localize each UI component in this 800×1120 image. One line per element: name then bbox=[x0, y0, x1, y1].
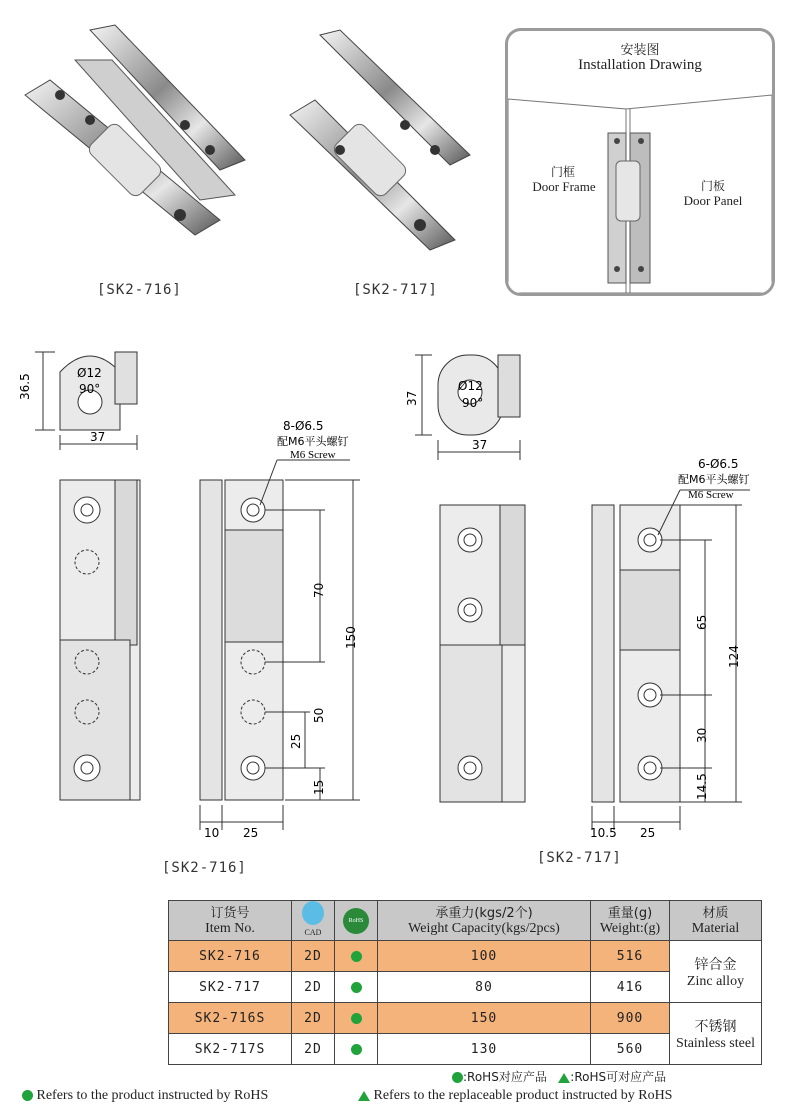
dim-width-top-717: 37 bbox=[472, 438, 488, 452]
item-cell: SK2-716S bbox=[169, 1003, 292, 1034]
spec-table bbox=[168, 900, 762, 1065]
product-photo-sk2-716 bbox=[20, 20, 260, 260]
cad-cell: 2D bbox=[292, 972, 335, 1003]
table-row bbox=[169, 1003, 762, 1034]
weight-cell: 900 bbox=[591, 1003, 670, 1034]
dim-height-top-716: 36.5 bbox=[18, 373, 32, 400]
dim-25-716: 25 bbox=[243, 826, 259, 840]
dim-70-716: 70 bbox=[312, 582, 326, 598]
drawing-caption-sk2-716: [SK2-716] bbox=[162, 860, 247, 876]
dim-angle-717: 90° bbox=[462, 396, 484, 410]
door-frame-label-en: Door Frame bbox=[532, 179, 596, 194]
product-photo-sk2-717 bbox=[280, 25, 480, 255]
legend-rohs-line bbox=[22, 1088, 268, 1104]
header-weight-capacity: 承重力(kgs/2个) Weight Capacity(kgs/2pcs) bbox=[378, 901, 591, 941]
holes-spec-717: 6-Ø6.5 bbox=[698, 457, 739, 471]
dim-65-717: 65 bbox=[695, 614, 709, 630]
dim-124-717: 124 bbox=[727, 645, 741, 668]
door-panel-label-cn: 门板 bbox=[700, 179, 725, 193]
cad-cell: 2D bbox=[292, 1034, 335, 1065]
installation-title-cn: 安装图 bbox=[620, 43, 660, 58]
technical-drawing-sk2-717 bbox=[400, 340, 780, 850]
rohs-dot-icon bbox=[351, 1044, 362, 1055]
rohs-dot-icon bbox=[351, 1013, 362, 1024]
rohs-cell bbox=[335, 972, 378, 1003]
rohs-dot-icon bbox=[452, 1072, 463, 1083]
header-cad: CAD bbox=[292, 901, 335, 941]
rohs-dot-icon bbox=[22, 1090, 33, 1101]
dim-height-top-717: 37 bbox=[405, 390, 419, 406]
photo-caption-sk2-717: [SK2-717] bbox=[353, 282, 438, 298]
drawing-caption-sk2-717: [SK2-717] bbox=[537, 850, 622, 866]
weight-cell: 416 bbox=[591, 972, 670, 1003]
dim-14-5-717: 14.5 bbox=[695, 773, 709, 800]
rohs-cell bbox=[335, 941, 378, 972]
weight-cell: 516 bbox=[591, 941, 670, 972]
rohs-dot-icon bbox=[351, 982, 362, 993]
cad-cell: 2D bbox=[292, 1003, 335, 1034]
screw-en-716: M6 Screw bbox=[290, 449, 336, 461]
screw-en-717: M6 Screw bbox=[688, 489, 734, 501]
photo-caption-sk2-716: [SK2-716] bbox=[97, 282, 182, 298]
dim-width-top-716: 37 bbox=[90, 430, 106, 444]
rohs-triangle-icon bbox=[358, 1091, 370, 1101]
cad-icon bbox=[302, 901, 324, 925]
dim-25v-716: 25 bbox=[289, 733, 303, 749]
table-header-row bbox=[169, 901, 762, 941]
capacity-cell: 150 bbox=[378, 1003, 591, 1034]
door-panel-label-en: Door Panel bbox=[683, 193, 743, 208]
header-weight: 重量(g) Weight:(g) bbox=[591, 901, 670, 941]
item-cell: SK2-717S bbox=[169, 1034, 292, 1065]
legend-rohs-text: Refers to the product instructed by RoHS bbox=[36, 1088, 269, 1103]
legend-notes bbox=[452, 1068, 666, 1085]
installation-drawing-panel bbox=[505, 28, 775, 296]
header-rohs bbox=[335, 901, 378, 941]
dim-10-5-717: 10.5 bbox=[590, 826, 617, 840]
material-cell: 锌合金 Zinc alloy bbox=[670, 941, 762, 1003]
weight-cell: 560 bbox=[591, 1034, 670, 1065]
dim-angle-716: 90° bbox=[79, 382, 101, 396]
header-item: 订货号 Item No. bbox=[169, 901, 292, 941]
capacity-cell: 80 bbox=[378, 972, 591, 1003]
dim-15-716: 15 bbox=[312, 779, 326, 795]
rohs-cell bbox=[335, 1034, 378, 1065]
legend-note-triangle: :RoHS可对应产品 bbox=[570, 1070, 667, 1084]
screw-cn-716: 配M6平头螺钉 bbox=[277, 435, 349, 448]
holes-spec-716: 8-Ø6.5 bbox=[283, 419, 324, 433]
dim-150-716: 150 bbox=[344, 626, 358, 649]
rohs-icon: RoHS bbox=[343, 908, 369, 934]
dim-hole-716: Ø12 bbox=[77, 366, 102, 380]
dim-50-716: 50 bbox=[312, 707, 326, 723]
item-cell: SK2-717 bbox=[169, 972, 292, 1003]
dim-10-716: 10 bbox=[204, 826, 220, 840]
dim-hole-717: Ø12 bbox=[458, 379, 483, 393]
rohs-dot-icon bbox=[351, 951, 362, 962]
capacity-cell: 130 bbox=[378, 1034, 591, 1065]
legend-replaceable-line bbox=[358, 1088, 672, 1104]
dim-30-717: 30 bbox=[695, 727, 709, 743]
table-row bbox=[169, 941, 762, 972]
rohs-triangle-icon bbox=[558, 1073, 570, 1083]
dim-25-717: 25 bbox=[640, 826, 656, 840]
installation-title-en: Installation Drawing bbox=[578, 57, 702, 73]
header-material: 材质 Material bbox=[670, 901, 762, 941]
rohs-cell bbox=[335, 1003, 378, 1034]
legend-note-dot: :RoHS对应产品 bbox=[463, 1070, 547, 1084]
item-cell: SK2-716 bbox=[169, 941, 292, 972]
cad-cell: 2D bbox=[292, 941, 335, 972]
legend-replaceable-text: Refers to the replaceable product instructed by RoHS bbox=[373, 1088, 673, 1103]
capacity-cell: 100 bbox=[378, 941, 591, 972]
door-frame-label-cn: 门框 bbox=[550, 165, 575, 179]
technical-drawing-sk2-716 bbox=[15, 340, 395, 850]
screw-cn-717: 配M6平头螺钉 bbox=[678, 473, 750, 486]
material-cell: 不锈钢 Stainless steel bbox=[670, 1003, 762, 1065]
